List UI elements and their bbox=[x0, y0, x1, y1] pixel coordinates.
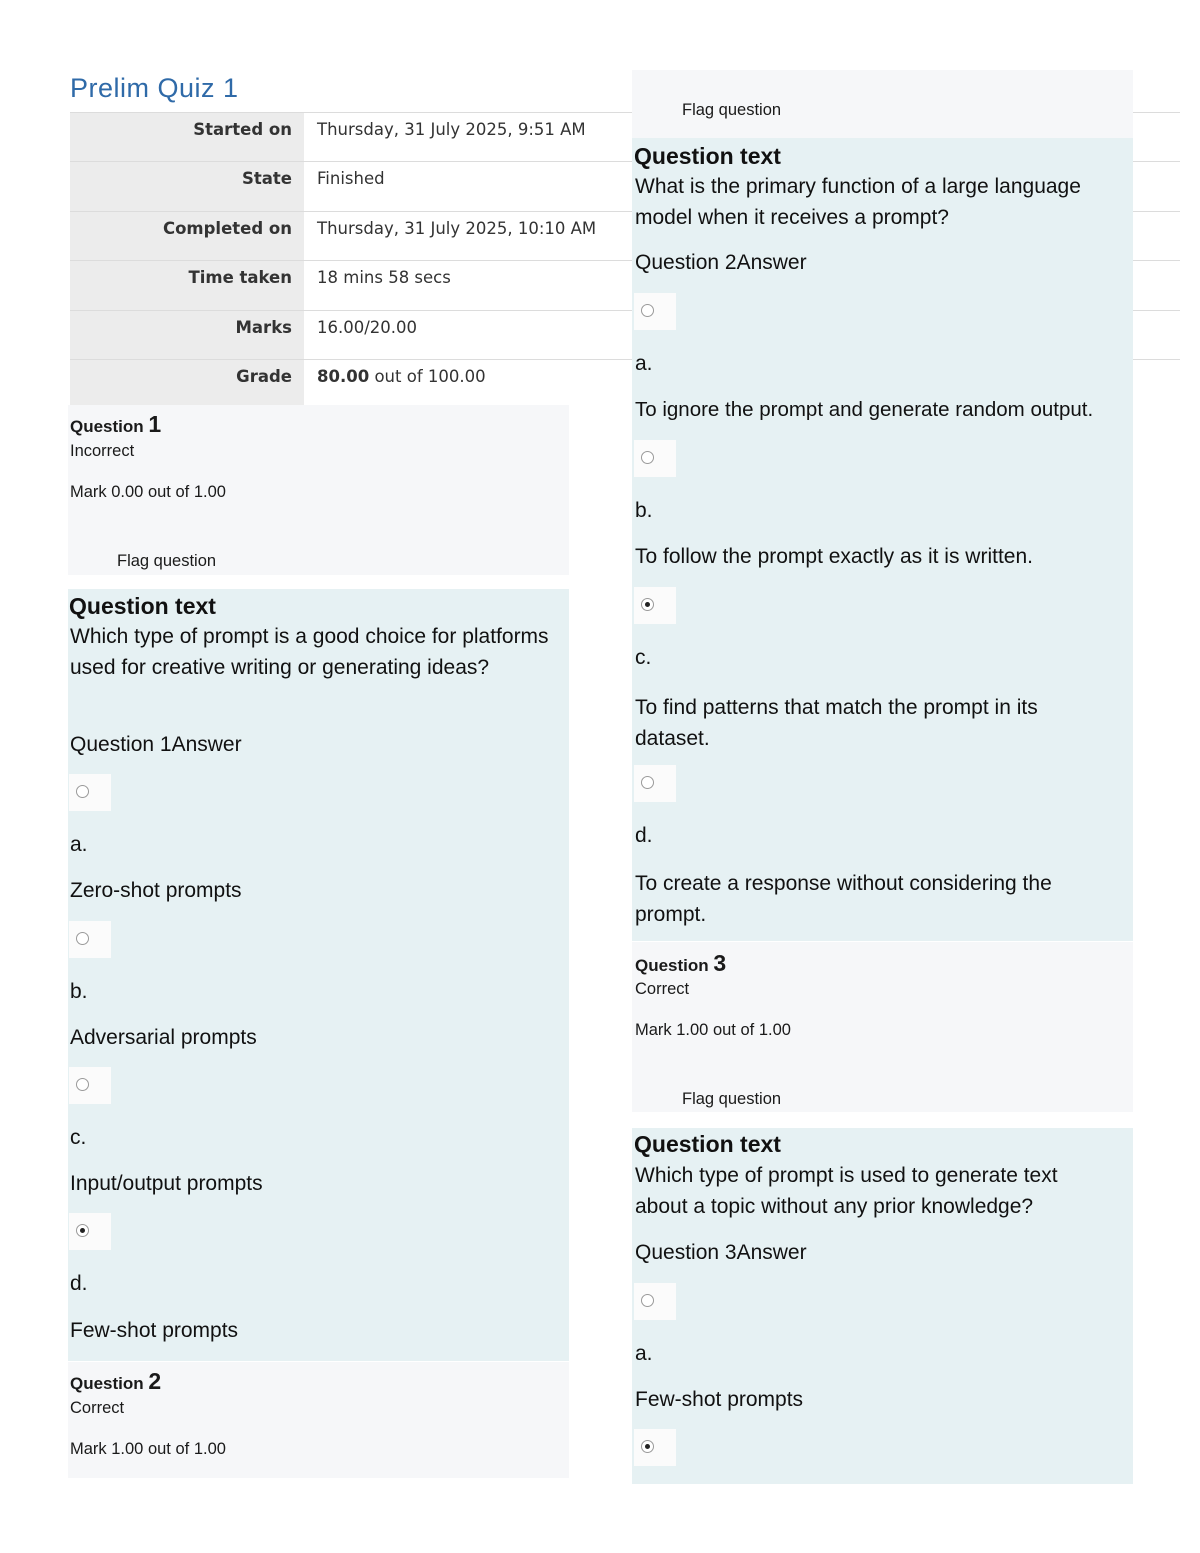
option-radio-a[interactable] bbox=[69, 774, 111, 811]
radio-selected-icon bbox=[641, 1440, 654, 1453]
question-mark: Mark 0.00 out of 1.00 bbox=[70, 483, 226, 501]
option-text: Few-shot prompts bbox=[635, 1388, 804, 1411]
option-radio-d[interactable] bbox=[634, 765, 676, 802]
radio-icon bbox=[76, 932, 89, 945]
grade-out-of: out of 100.00 bbox=[374, 366, 486, 386]
summary-value: Finished bbox=[317, 169, 385, 189]
radio-selected-icon bbox=[641, 598, 654, 611]
option-text: To ignore the prompt and generate random output. bbox=[635, 398, 1094, 421]
question-text: Which type of prompt is a good choice for platforms used for creative writing or generating ideas? bbox=[70, 625, 549, 679]
answer-label: Question 2Answer bbox=[635, 251, 807, 274]
question-info bbox=[68, 405, 569, 575]
question-label: Question bbox=[635, 956, 709, 975]
radio-selected-icon bbox=[76, 1224, 89, 1237]
radio-icon bbox=[641, 304, 654, 317]
option-text: Input/output prompts bbox=[70, 1172, 263, 1195]
option-letter: b. bbox=[70, 980, 88, 1003]
summary-value bbox=[317, 360, 486, 408]
question-number bbox=[635, 950, 726, 977]
question-mark: Mark 1.00 out of 1.00 bbox=[635, 1021, 791, 1039]
question-status: Incorrect bbox=[70, 442, 135, 460]
option-text: Few-shot prompts bbox=[70, 1319, 239, 1342]
question-content bbox=[632, 1128, 1133, 1484]
option-radio-b[interactable] bbox=[69, 921, 111, 958]
grade-score: 80.00 bbox=[317, 366, 370, 386]
question-text-heading: Question text bbox=[634, 1131, 781, 1157]
summary-label: Completed on bbox=[70, 212, 304, 260]
option-radio-c[interactable] bbox=[69, 1067, 111, 1104]
question-num: 3 bbox=[713, 950, 727, 976]
radio-icon bbox=[76, 1078, 89, 1091]
summary-label: Started on bbox=[70, 113, 304, 161]
question-text: What is the primary function of a large language model when it receives a prompt? bbox=[635, 175, 1081, 229]
flag-question-link[interactable]: Flag question bbox=[117, 552, 217, 570]
radio-icon bbox=[641, 451, 654, 464]
option-radio-a[interactable] bbox=[634, 293, 676, 330]
option-letter: d. bbox=[70, 1272, 88, 1295]
question-num: 2 bbox=[148, 1368, 162, 1394]
question-status: Correct bbox=[635, 980, 690, 998]
option-radio-b[interactable] bbox=[634, 1429, 676, 1466]
question-text-heading: Question text bbox=[69, 593, 216, 619]
option-letter: a. bbox=[70, 833, 88, 856]
option-letter: a. bbox=[635, 352, 653, 375]
summary-value: 18 mins 58 secs bbox=[317, 268, 451, 288]
question-mark: Mark 1.00 out of 1.00 bbox=[70, 1440, 226, 1458]
question-info bbox=[632, 942, 1133, 1112]
page-title: Prelim Quiz 1 bbox=[70, 73, 239, 103]
question-num: 1 bbox=[148, 411, 162, 437]
option-letter: a. bbox=[635, 1342, 653, 1365]
option-letter: b. bbox=[635, 499, 653, 522]
question-content bbox=[632, 138, 1133, 941]
question-info-continued bbox=[632, 70, 1133, 138]
summary-label: Marks bbox=[70, 311, 304, 359]
summary-value: Thursday, 31 July 2025, 9:51 AM bbox=[317, 120, 586, 139]
radio-icon bbox=[641, 1294, 654, 1307]
question-info bbox=[68, 1362, 569, 1478]
question-status: Correct bbox=[70, 1399, 125, 1417]
radio-icon bbox=[641, 776, 654, 789]
question-content bbox=[68, 589, 569, 1361]
summary-label: Grade bbox=[70, 360, 304, 408]
summary-label: State bbox=[70, 162, 304, 210]
option-letter: d. bbox=[635, 824, 653, 847]
question-label: Question bbox=[70, 1374, 144, 1393]
radio-icon bbox=[76, 785, 89, 798]
option-text: To create a response without considering the prompt. bbox=[635, 872, 1052, 926]
summary-value: 16.00/20.00 bbox=[317, 317, 418, 337]
question-text-heading: Question text bbox=[634, 143, 781, 169]
option-letter: c. bbox=[635, 646, 652, 669]
option-text: To follow the prompt exactly as it is written. bbox=[635, 545, 1033, 568]
answer-label: Question 3Answer bbox=[635, 1241, 807, 1264]
option-radio-d[interactable] bbox=[69, 1213, 111, 1250]
answer-label: Question 1Answer bbox=[70, 733, 242, 756]
option-radio-b[interactable] bbox=[634, 440, 676, 477]
option-text: Adversarial prompts bbox=[70, 1026, 257, 1049]
question-number bbox=[70, 1368, 161, 1395]
flag-question-link[interactable]: Flag question bbox=[682, 101, 782, 119]
option-radio-c[interactable] bbox=[634, 587, 676, 624]
summary-value: Thursday, 31 July 2025, 10:10 AM bbox=[317, 218, 597, 238]
question-text: Which type of prompt is used to generate text about a topic without any prior knowledge? bbox=[635, 1164, 1058, 1218]
flag-question-link[interactable]: Flag question bbox=[682, 1090, 782, 1108]
question-label: Question bbox=[70, 417, 144, 436]
option-text: Zero-shot prompts bbox=[70, 879, 242, 902]
option-letter: c. bbox=[70, 1126, 87, 1149]
question-number bbox=[70, 411, 161, 438]
summary-label: Time taken bbox=[70, 261, 304, 309]
option-radio-a[interactable] bbox=[634, 1283, 676, 1320]
option-text: To find patterns that match the prompt in its dataset. bbox=[635, 696, 1038, 750]
